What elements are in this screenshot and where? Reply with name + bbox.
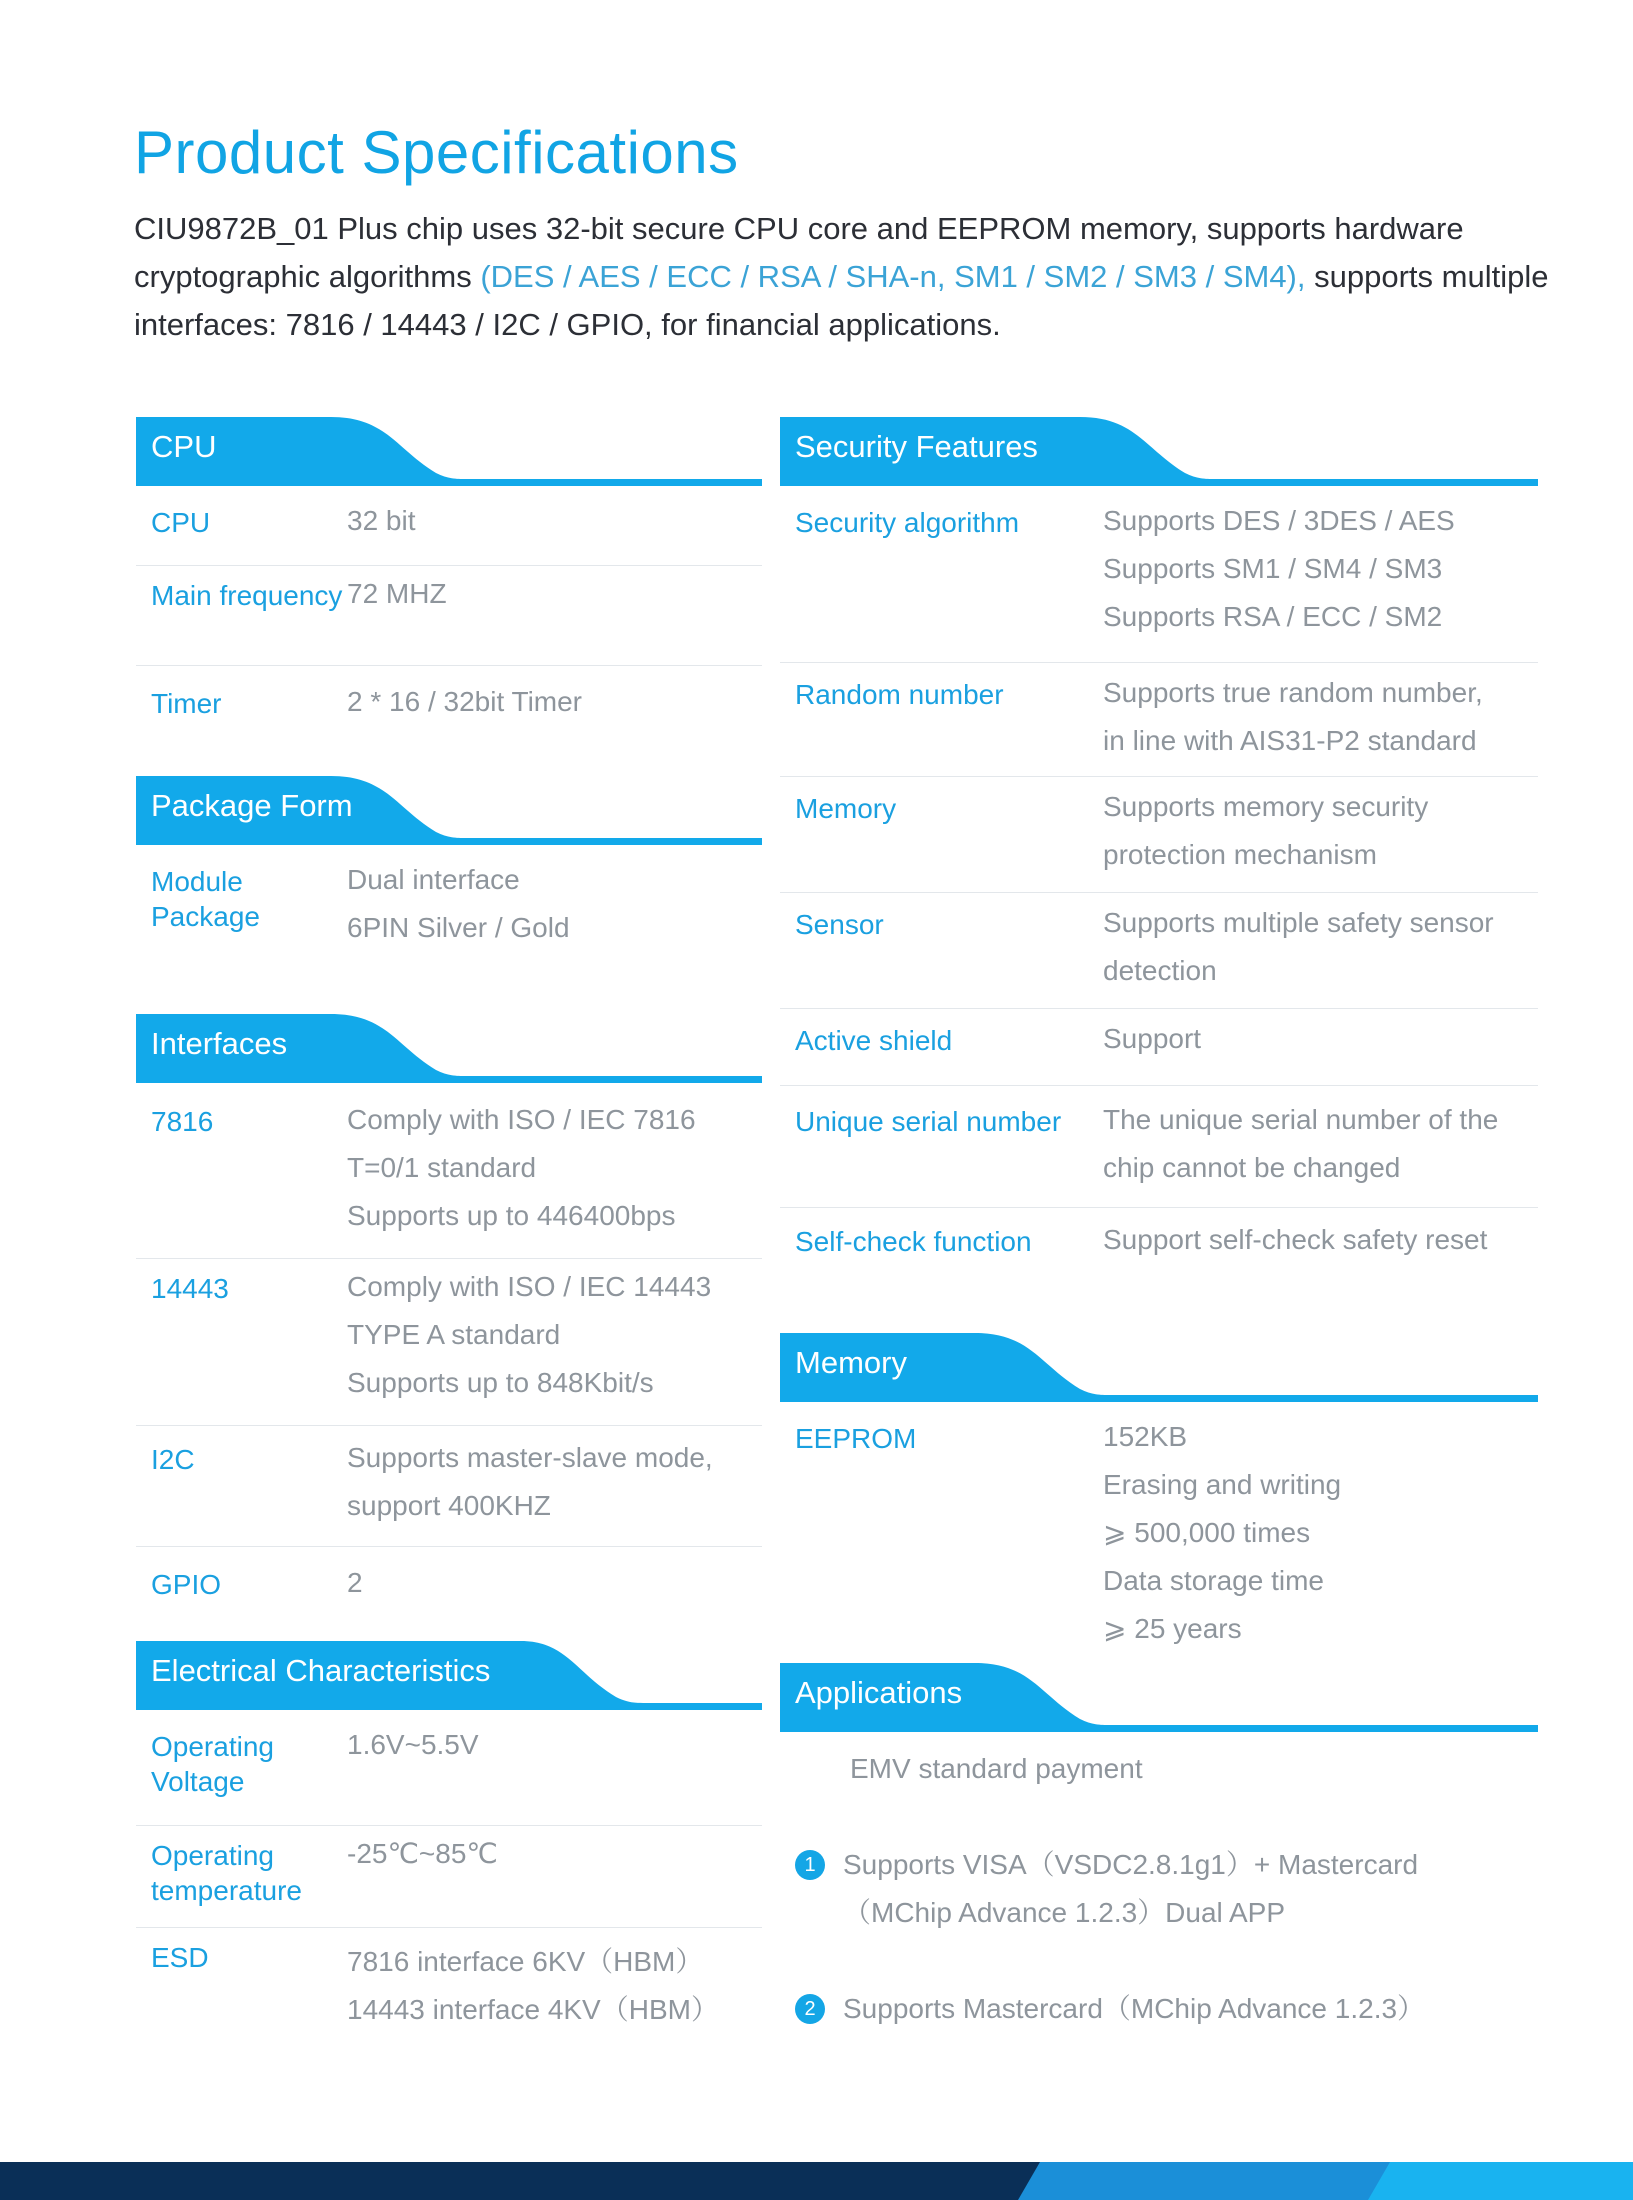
spec-row [136, 566, 762, 666]
section-header-security [780, 417, 1538, 485]
spec-row [780, 1208, 1538, 1333]
spec-label: Timer [151, 688, 222, 719]
spec-value: Support [1103, 1023, 1202, 1054]
spec-row [136, 1826, 762, 1928]
spec-row [136, 1928, 762, 2038]
value-line: Supports up to 848Kbit/s [347, 1367, 654, 1398]
value-line: Supports memory security [1103, 791, 1429, 822]
spec-row [780, 777, 1538, 893]
item-text [843, 1841, 1418, 1937]
value-line: Comply with ISO / IEC 7816 [347, 1104, 696, 1135]
spec-value [347, 1426, 762, 1546]
footer-bar [0, 2162, 1633, 2200]
value-line: Supports true random number, [1103, 677, 1483, 708]
section-header-cpu [136, 417, 762, 485]
value-line: Supports up to 446400bps [347, 1200, 676, 1231]
spec-row [780, 1009, 1538, 1086]
number-badge: 1 [795, 1850, 825, 1880]
applications-intro: EMV standard payment [850, 1753, 1143, 1784]
intro-text-end: supports multiple interfaces: 7816 / 14443 / I2C / GPIO, for financial applications. [134, 259, 1549, 342]
spec-label: ESD [151, 1942, 209, 1973]
value-line: TYPE A standard [347, 1319, 561, 1350]
intro-text-start: CIU9872B_01 Plus chip uses 32-bit secure CPU core and EEPROM memory, supports hardware cryptographic algorithms [134, 211, 1464, 294]
spec-label: CPU [151, 507, 211, 538]
spec-row [780, 1086, 1538, 1208]
section-header-interfaces [136, 1014, 762, 1082]
spec-row [136, 1259, 762, 1426]
spec-row [136, 666, 762, 776]
spec-value: -25℃~85℃ [347, 1838, 498, 1869]
item-line: （MChip Advance 1.2.3）Dual APP [843, 1897, 1286, 1928]
value-line: 14443 interface 4KV（HBM） [347, 1994, 719, 2025]
section-header-package [136, 776, 762, 844]
page-title: Product Specifications [134, 119, 739, 186]
value-line: The unique serial number of the [1103, 1104, 1499, 1135]
spec-value [1103, 1086, 1538, 1207]
spec-label: Security algorithm [795, 507, 1020, 538]
spec-row [136, 487, 762, 566]
value-line: in line with AIS31-P2 standard [1103, 725, 1477, 756]
spec-value: 2 [347, 1567, 363, 1598]
spec-value [1103, 663, 1538, 776]
spec-label: Main frequency [151, 580, 343, 611]
spec-value [1103, 1403, 1538, 1663]
spec-label: 14443 [151, 1273, 229, 1304]
spec-row [136, 1547, 762, 1641]
spec-label: EEPROM [795, 1423, 917, 1454]
section-title: Interfaces [151, 1026, 288, 1061]
value-line: chip cannot be changed [1103, 1152, 1401, 1183]
value-line: protection mechanism [1103, 839, 1377, 870]
value-line: support 400KHZ [347, 1490, 551, 1521]
spec-row [136, 1711, 762, 1826]
value-line: Comply with ISO / IEC 14443 [347, 1271, 712, 1302]
spec-label: Memory [795, 793, 897, 824]
item-line: Supports Mastercard（MChip Advance 1.2.3） [843, 1993, 1426, 2024]
value-line: Supports RSA / ECC / SM2 [1103, 601, 1443, 632]
spec-label: I2C [151, 1444, 195, 1475]
value-line: ⩾ 500,000 times [1103, 1517, 1311, 1548]
spec-value [1103, 893, 1538, 1008]
value-line: ⩾ 25 years [1103, 1613, 1242, 1644]
spec-value [347, 1928, 762, 2038]
value-line: 7816 interface 6KV（HBM） [347, 1946, 704, 1977]
section-title: CPU [151, 429, 217, 464]
spec-label: Random number [795, 679, 1004, 710]
spec-value [1103, 487, 1538, 662]
spec-label: Operating Voltage [151, 1731, 274, 1797]
value-line: Supports SM1 / SM4 / SM3 [1103, 553, 1443, 584]
spec-row [780, 663, 1538, 777]
list-item [795, 1841, 1538, 1937]
value-line: Supports multiple safety sensor [1103, 907, 1494, 938]
spec-value: 72 MHZ [347, 578, 447, 609]
spec-value: 2 * 16 / 32bit Timer [347, 686, 583, 717]
spec-row [780, 1403, 1538, 1663]
value-line: Supports master-slave mode, [347, 1442, 713, 1473]
section-header-applications [780, 1663, 1538, 1731]
spec-row [136, 1084, 762, 1259]
spec-row [136, 846, 762, 1014]
spec-label: Unique serial number [795, 1106, 1062, 1137]
item-text [843, 1985, 1425, 2033]
spec-value: 32 bit [347, 505, 416, 536]
section-title: Package Form [151, 788, 353, 823]
right-column [780, 417, 1538, 2033]
value-line: 152KB [1103, 1421, 1188, 1452]
spec-value: 1.6V~5.5V [347, 1729, 479, 1760]
value-line: detection [1103, 955, 1217, 986]
number-badge: 2 [795, 1994, 825, 2024]
spec-label: GPIO [151, 1569, 222, 1600]
spec-row [780, 893, 1538, 1009]
value-line: Supports DES / 3DES / AES [1103, 505, 1455, 536]
section-header-electrical [136, 1641, 762, 1709]
spec-label: 7816 [151, 1106, 214, 1137]
spec-label: Module Package [151, 866, 260, 932]
value-line: Erasing and writing [1103, 1469, 1342, 1500]
spec-label: Sensor [795, 909, 884, 940]
tab-shape [136, 417, 762, 487]
section-title: Security Features [795, 429, 1038, 464]
intro-paragraph [134, 205, 1554, 349]
spec-value [1103, 777, 1538, 892]
value-line: T=0/1 standard [347, 1152, 537, 1183]
section-title: Applications [795, 1675, 963, 1710]
spec-value: Support self-check safety reset [1103, 1224, 1488, 1255]
value-line: 6PIN Silver / Gold [347, 912, 570, 943]
section-header-memory [780, 1333, 1538, 1401]
spec-row [780, 487, 1538, 663]
spec-row [136, 1426, 762, 1547]
section-title: Memory [795, 1345, 907, 1380]
spec-label: Self-check function [795, 1226, 1032, 1257]
section-title: Electrical Characteristics [151, 1653, 491, 1688]
spec-value [347, 1259, 762, 1425]
left-column [136, 417, 762, 2038]
spec-value [347, 846, 762, 1014]
item-line: Supports VISA（VSDC2.8.1g1）+ Mastercard [843, 1849, 1419, 1880]
applications-list [780, 1745, 1538, 2033]
list-item [795, 1985, 1538, 2033]
value-line: Dual interface [347, 864, 520, 895]
value-line: Data storage time [1103, 1565, 1324, 1596]
spec-label: Active shield [795, 1025, 953, 1056]
spec-label: Operating temperature [151, 1840, 302, 1906]
spec-value [347, 1084, 762, 1258]
intro-algorithms: (DES / AES / ECC / RSA / SHA-n, SM1 / SM2 / SM3 / SM4), [480, 259, 1306, 294]
